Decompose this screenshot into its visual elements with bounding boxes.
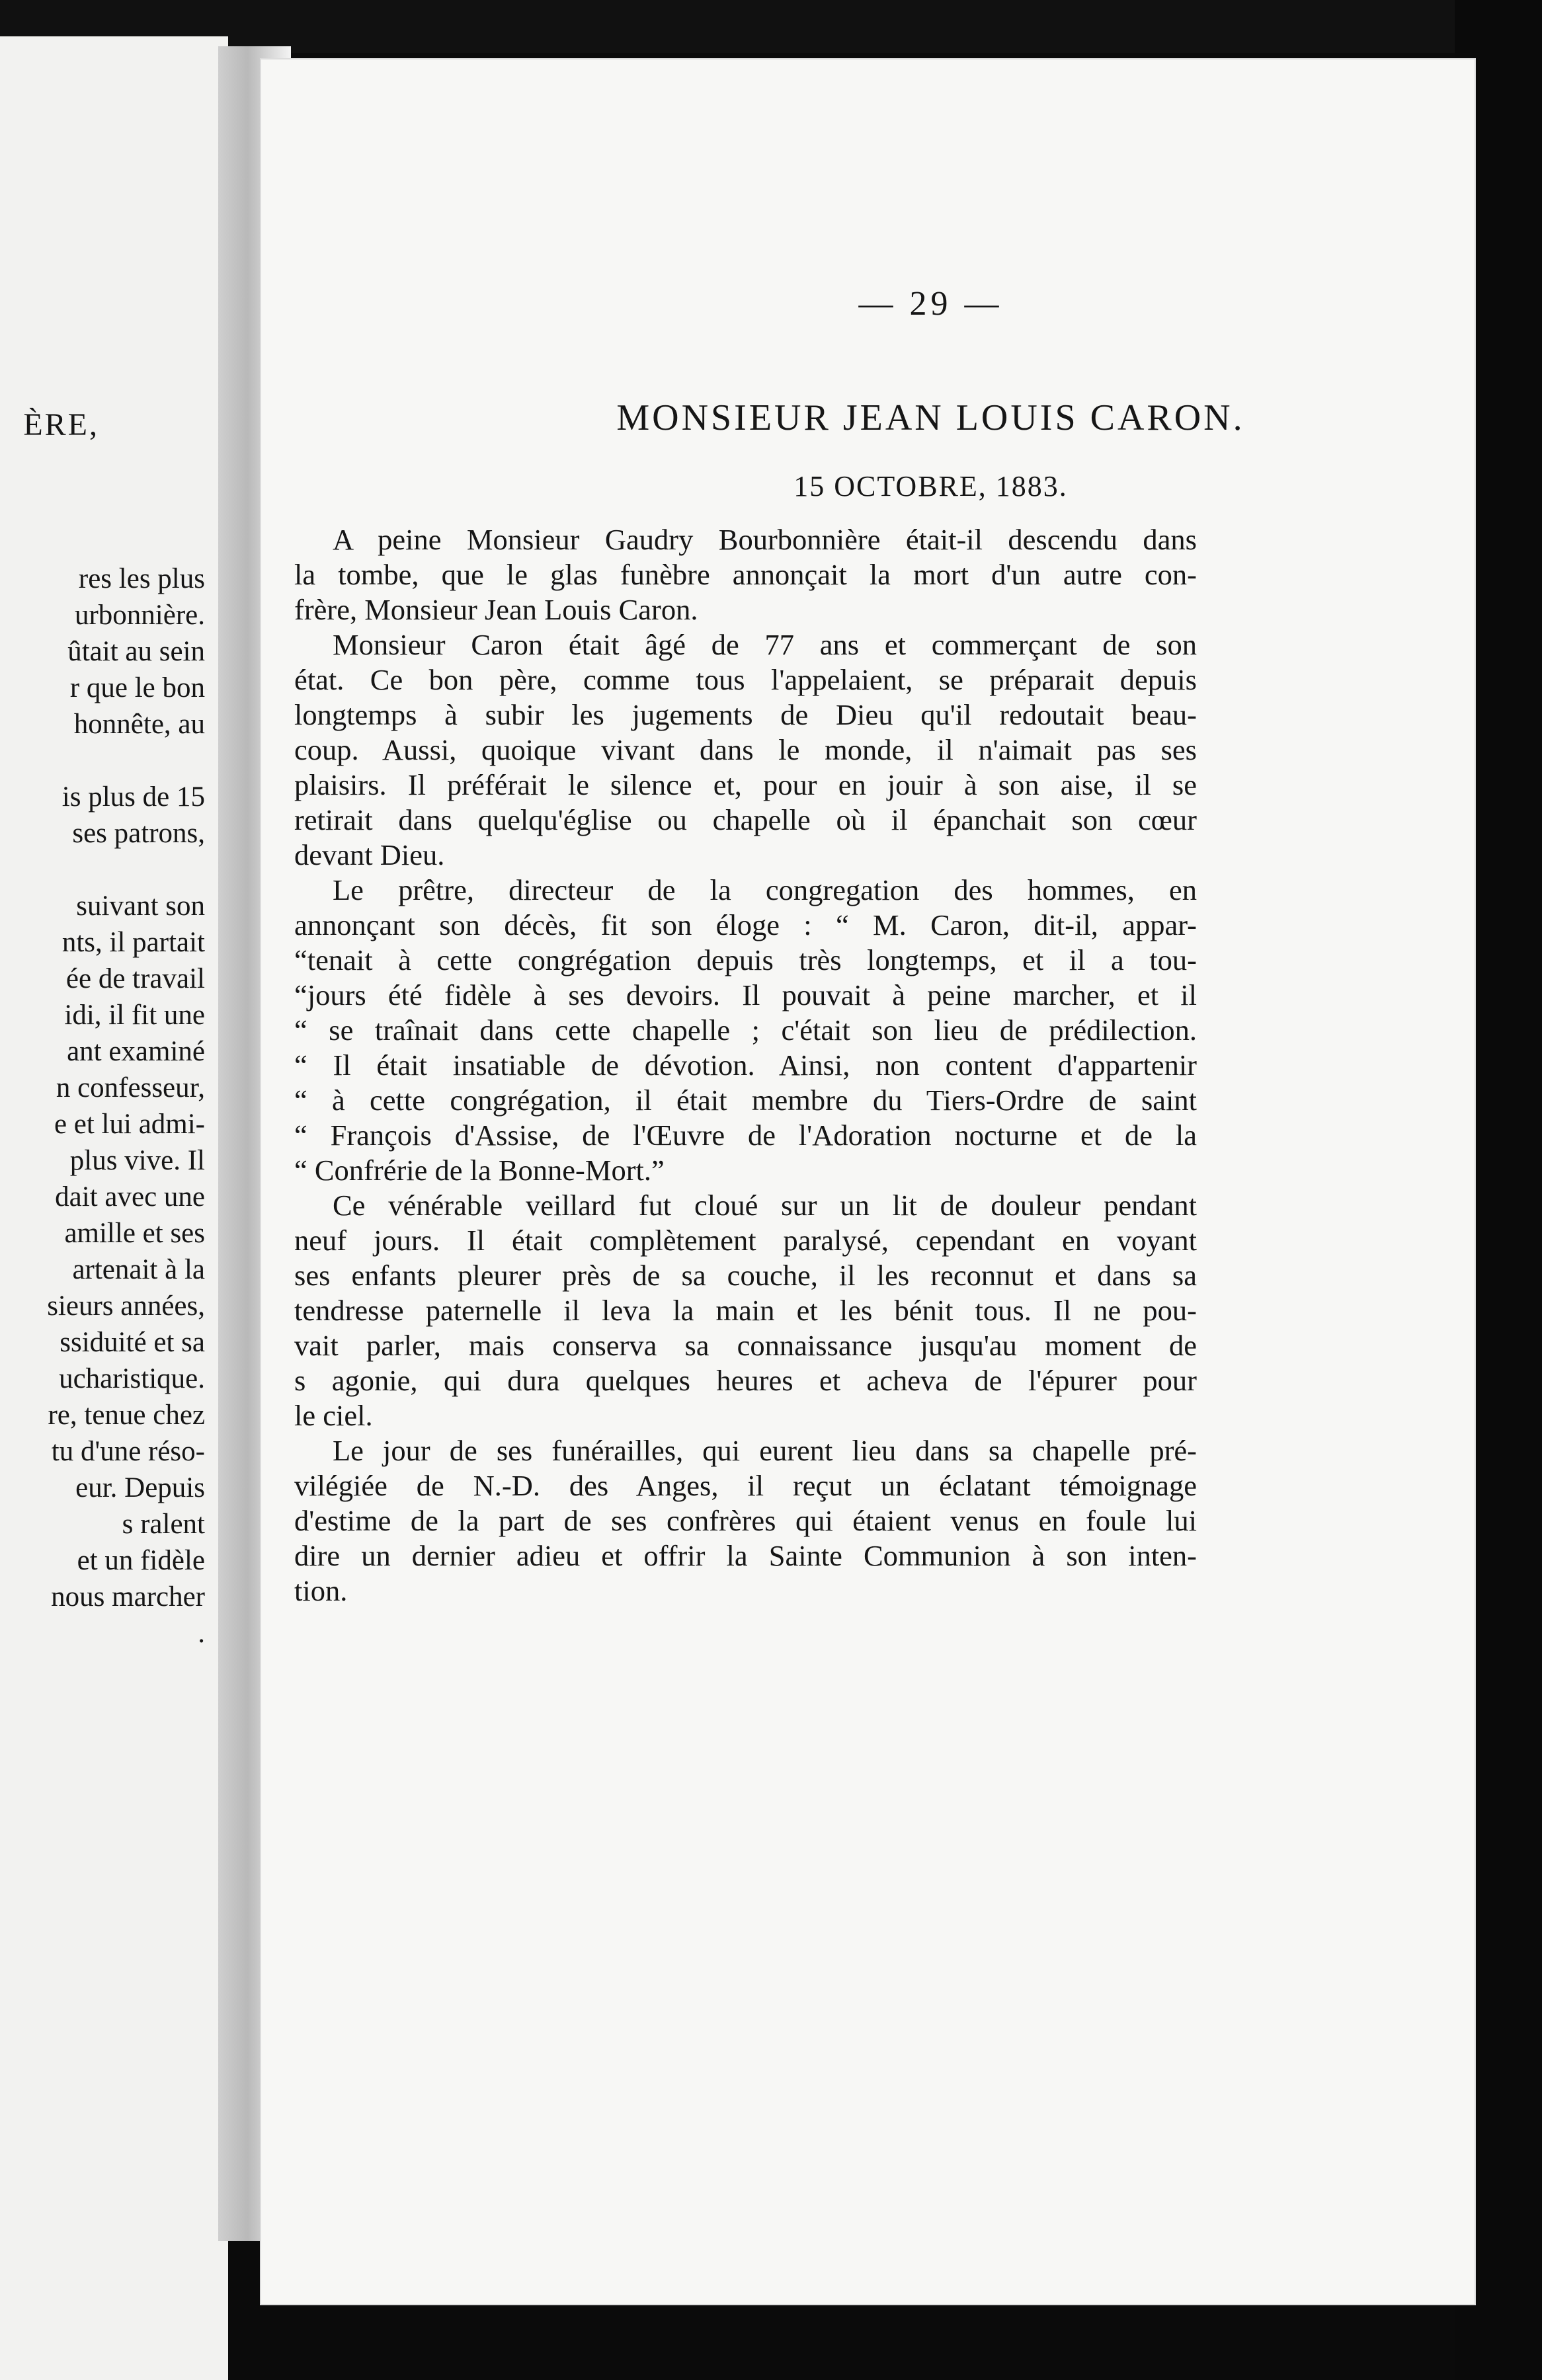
previous-page-line: n confesseur,: [56, 1072, 205, 1103]
text-line: neuf jours. Il était complètement paralysé, cependant en voyant: [294, 1224, 1197, 1257]
previous-page-line: plus vive. Il: [69, 1145, 205, 1176]
previous-page-line: .: [198, 1618, 205, 1649]
previous-page-fragment: [0, 36, 228, 2380]
page-title: MONSIEUR JEAN LOUIS CARON.: [616, 397, 1245, 438]
previous-page-line: is plus de 15: [61, 781, 205, 813]
text-line: la tombe, que le glas funèbre annonçait la mort d'un autre con-: [294, 558, 1197, 591]
previous-page-line: artenait à la: [72, 1254, 205, 1285]
paragraph: [294, 1433, 1197, 1608]
text-line: vait parler, mais conserva sa connaissance jusqu'au moment de: [294, 1329, 1197, 1362]
previous-page-line: res les plus: [78, 563, 205, 594]
previous-page-line: urbonnière.: [74, 600, 205, 631]
page-number: — 29 —: [858, 285, 1003, 323]
previous-page-line: eur. Depuis: [75, 1472, 205, 1503]
previous-page-line: et un fidèle: [77, 1545, 205, 1576]
text-line: “tenait à cette congrégation depuis très longtemps, et il a tou-: [294, 943, 1197, 976]
body-text: [294, 522, 1197, 1608]
text-line: état. Ce bon père, comme tous l'appelaient, se préparait depuis: [294, 663, 1197, 696]
previous-page-line: ssiduité et sa: [60, 1327, 205, 1358]
text-line: “ Il était insatiable de dévotion. Ainsi, non content d'appartenir: [294, 1049, 1197, 1082]
previous-page-line: e et lui admi-: [54, 1109, 205, 1140]
document-page: [261, 60, 1475, 2304]
paragraph: [294, 873, 1197, 1188]
text-line: d'estime de la part de ses confrères qui étaient venus en foule lui: [294, 1504, 1197, 1537]
text-line: longtemps à subir les jugements de Dieu qu'il redoutait beau-: [294, 698, 1197, 731]
text-line: Le jour de ses funérailles, qui eurent lieu dans sa chapelle pré-: [333, 1434, 1197, 1467]
paragraph: [294, 522, 1197, 627]
previous-page-line: sieurs années,: [47, 1290, 205, 1322]
text-line: dire un dernier adieu et offrir la Sainte Communion à son inten-: [294, 1539, 1197, 1572]
date-line: 15 OCTOBRE, 1883.: [793, 470, 1068, 502]
previous-page-line: s ralent: [122, 1509, 205, 1540]
paragraph: [294, 1188, 1197, 1433]
previous-page-line: tu d'une réso-: [51, 1436, 205, 1467]
text-line: “ François d'Assise, de l'Œuvre de l'Adoration nocturne et de la: [294, 1119, 1197, 1152]
text-line: “ à cette congrégation, il était membre du Tiers-Ordre de saint: [294, 1084, 1197, 1117]
text-line: Le prêtre, directeur de la congregation des hommes, en: [333, 873, 1197, 906]
text-line: “ Confrérie de la Bonne-Mort.”: [294, 1154, 665, 1187]
text-line: A peine Monsieur Gaudry Bourbonnière était-il descendu dans: [333, 523, 1197, 556]
previous-page-line: re, tenue chez: [48, 1400, 205, 1431]
text-line: vilégiée de N.-D. des Anges, il reçut un éclatant témoignage: [294, 1469, 1197, 1502]
text-line: plaisirs. Il préférait le silence et, pour en jouir à son aise, il se: [294, 768, 1197, 801]
text-line: retirait dans quelqu'église ou chapelle où il épanchait son cœur: [294, 803, 1197, 836]
previous-page-line: nous marcher: [51, 1581, 205, 1612]
previous-page-line: ée de travail: [65, 963, 205, 994]
text-line: devant Dieu.: [294, 838, 445, 871]
previous-page-heading: ÈRE,: [23, 407, 99, 442]
text-line: tendresse paternelle il leva la main et les bénit tous. Il ne pou-: [294, 1294, 1197, 1327]
text-line: annonçant son décès, fit son éloge : “ M. Caron, dit-il, appar-: [294, 908, 1197, 941]
text-line: Ce vénérable veillard fut cloué sur un lit de douleur pendant: [333, 1189, 1197, 1222]
text-line: s agonie, qui dura quelques heures et acheva de l'épurer pour: [294, 1364, 1197, 1397]
previous-page-line: amille et ses: [64, 1218, 205, 1249]
text-line: Monsieur Caron était âgé de 77 ans et commerçant de son: [333, 628, 1197, 661]
text-line: le ciel.: [294, 1399, 373, 1432]
previous-page-line: dait avec une: [55, 1181, 205, 1212]
text-line: “ se traînait dans cette chapelle ; c'était son lieu de prédilection.: [294, 1013, 1197, 1047]
text-line: coup. Aussi, quoique vivant dans le monde, il n'aimait pas ses: [294, 733, 1197, 766]
previous-page-line: ûtait au sein: [67, 636, 205, 667]
text-line: tion.: [294, 1574, 348, 1607]
text-line: “jours été fidèle à ses devoirs. Il pouvait à peine marcher, et il: [294, 978, 1197, 1012]
previous-page-line: ant examiné: [67, 1036, 205, 1067]
previous-page-line: nts, il partait: [61, 927, 205, 958]
previous-page-line: suivant son: [76, 891, 205, 922]
previous-page-line: idi, il fit une: [64, 1000, 205, 1031]
text-line: frère, Monsieur Jean Louis Caron.: [294, 593, 698, 626]
scan-background-top: [0, 0, 1542, 53]
text-line: ses enfants pleurer près de sa couche, il les reconnut et dans sa: [294, 1259, 1197, 1292]
previous-page-line: ses patrons,: [72, 818, 205, 849]
previous-page-line: ucharistique.: [59, 1363, 205, 1394]
previous-page-line: r que le bon: [69, 672, 205, 703]
previous-page-line: honnête, au: [73, 709, 205, 740]
paragraph: [294, 627, 1197, 873]
